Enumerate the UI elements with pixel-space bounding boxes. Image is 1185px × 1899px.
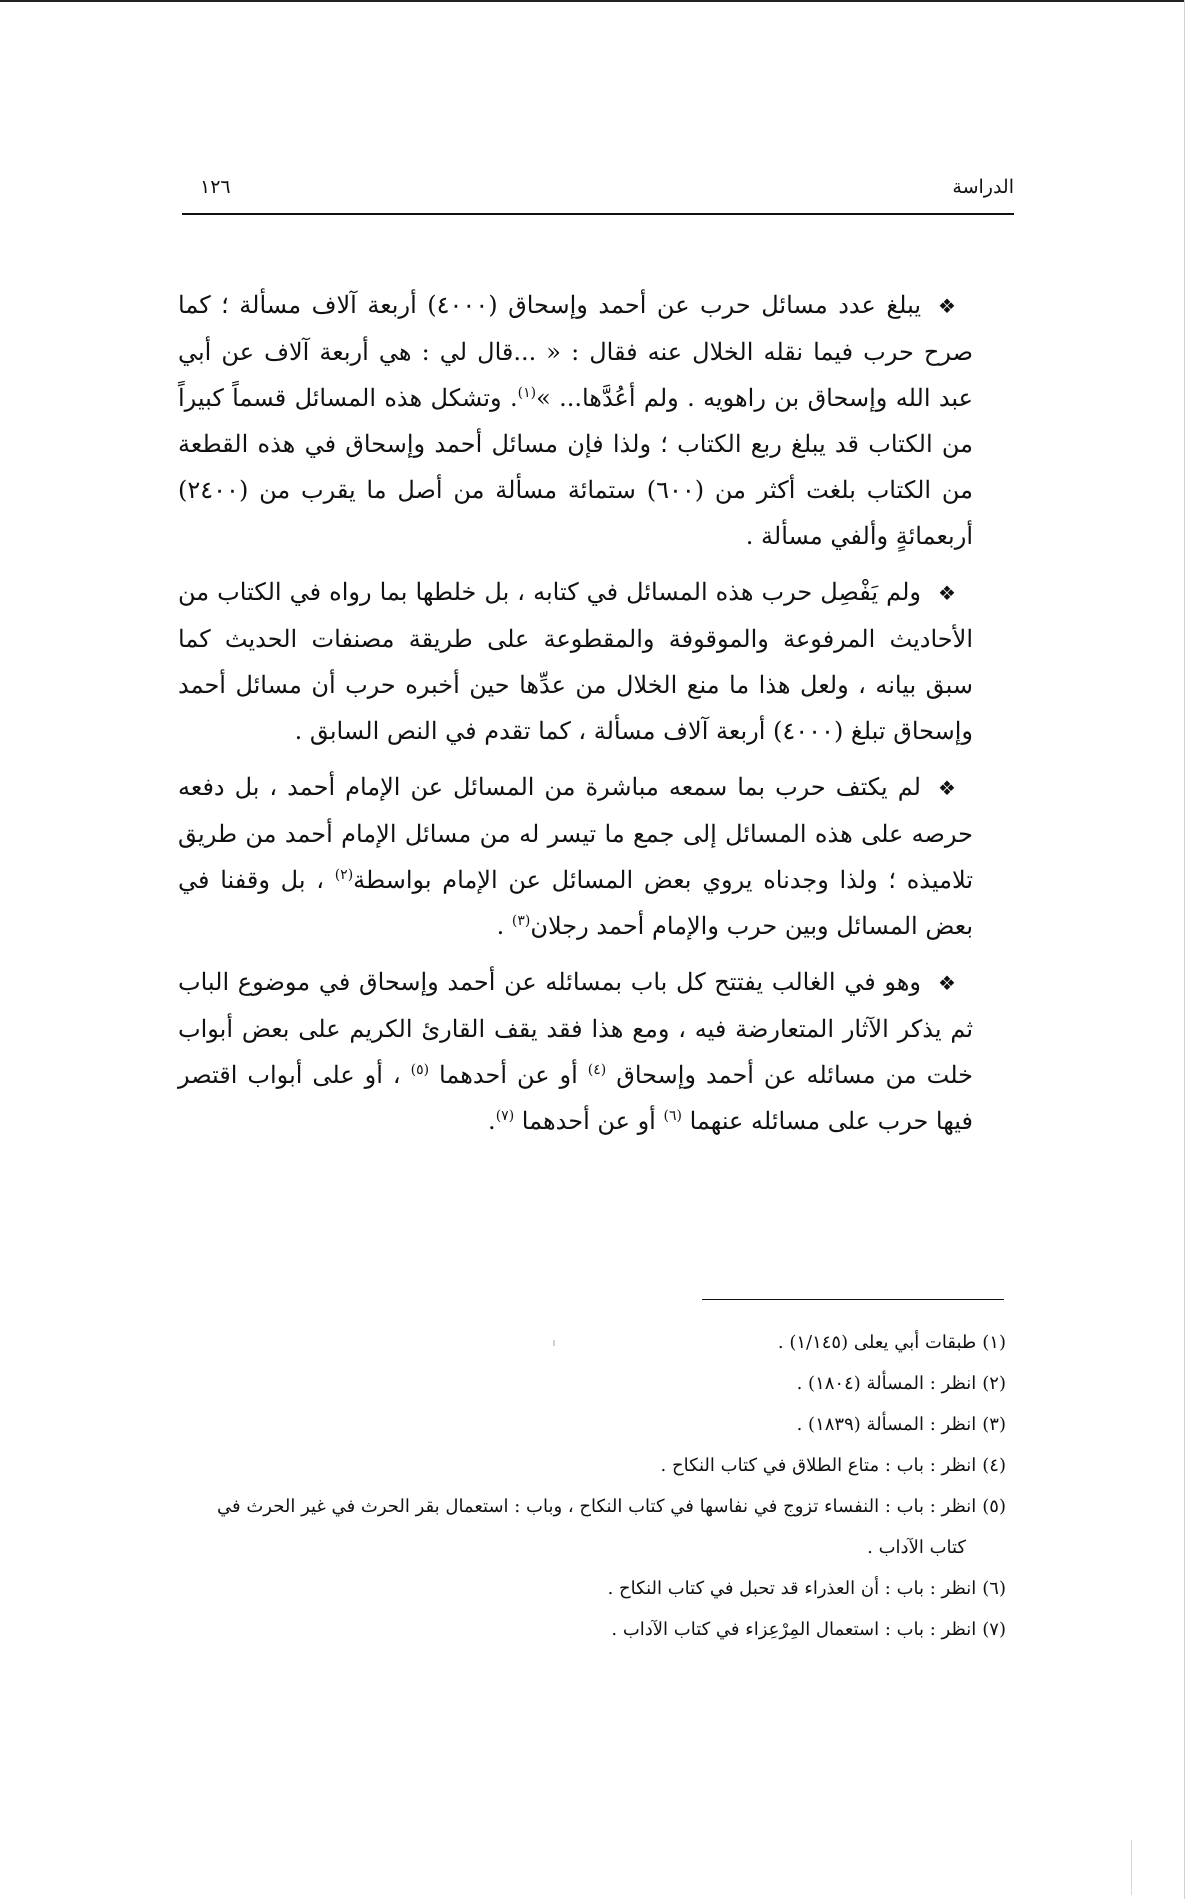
- footnote-4: [168, 1445, 1006, 1486]
- footnote-text: انظر : باب : النفساء تزوج في نفاسها في كتاب النكاح ، وباب : استعمال بقر الحرث في غير الحرث في: [217, 1496, 977, 1517]
- footnote-6: [168, 1568, 1006, 1609]
- footnote-text: طبقات أبي يعلى (١/١٤٥) .: [777, 1332, 977, 1353]
- paragraph-text: أو عن أحدهما: [429, 1061, 588, 1089]
- paragraph-text: ، بل وقفنا في بعض المسائل وبين حرب والإمام أحمد رجلان: [178, 866, 973, 940]
- footnote-text: انظر : باب : استعمال المِرْعِزاء في كتاب الآداب .: [611, 1619, 977, 1640]
- footnotes: [168, 1322, 1006, 1650]
- paragraph-2: [178, 569, 973, 754]
- footnote-text: انظر : المسألة (١٨٠٤) .: [796, 1373, 977, 1394]
- paragraph-text: .: [488, 1107, 496, 1135]
- scan-artifact: [1131, 1840, 1132, 1895]
- footnote-ref: (١): [517, 385, 537, 401]
- footnote-7: [168, 1609, 1006, 1650]
- footnote-ref: (٥): [410, 1062, 430, 1078]
- footnote-ref: (٤): [587, 1062, 607, 1078]
- paragraph-text: . وتشكل هذه المسائل قسماً كبيراً من الكتاب قد يبلغ ربع الكتاب ؛ ولذا فإن مسائل أحمد وإسحاق في هذه القطعة من الكتاب بلغت أكثر من (٦٠٠) ستمائة مسألة من أصل ما يقرب من (٢٤٠٠) أربعمائةٍ وألفي مسألة .: [178, 384, 973, 550]
- paragraph-text: ولم يَفْصِل حرب هذه المسائل في كتابه ، بل خلطها بما رواه في الكتاب من الأحاديث المرفوعة والموقوفة والمقطوعة على طريقة مصنفات الحديث كما سبق بيانه ، ولعل هذا ما منع الخلال من عدِّها حين أخبره حرب أن مسائل أحمد وإسحاق تبلغ (٤٠٠٠) أربعة آلاف مسألة ، كما تقدم في النص السابق .: [178, 578, 973, 745]
- footnote-ref: (٦): [663, 1108, 682, 1124]
- footnote-3: [168, 1404, 1006, 1445]
- footnote-1: [168, 1322, 1006, 1363]
- footnote-ref: (٧): [495, 1108, 515, 1124]
- footnote-number: (٧): [982, 1619, 1006, 1640]
- page-number: ١٢٦: [200, 176, 231, 198]
- paragraph-text: .: [496, 912, 512, 940]
- paragraph-text: وهو في الغالب يفتتح كل باب بمسائله عن أحمد وإسحاق في موضوع الباب ثم يذكر الآثار المتعارضة فيه ، ومع هذا فقد يقف القارئ الكريم على بعض أبواب خلت من مسائله عن أحمد وإسحاق: [178, 968, 973, 1089]
- diamond-bullet-icon: ❖: [938, 581, 956, 605]
- paragraph-3: [178, 764, 973, 949]
- main-text: [178, 282, 973, 1154]
- footnote-ref: (٣): [511, 913, 531, 929]
- paragraph-text: أو عن أحدهما: [514, 1107, 664, 1135]
- page-top-edge: [0, 0, 1185, 2]
- diamond-bullet-icon: ❖: [938, 776, 956, 800]
- diamond-bullet-icon: ❖: [938, 294, 956, 318]
- paragraph-text: يبلغ عدد مسائل حرب عن أحمد وإسحاق (٤٠٠٠) أربعة آلاف مسألة ؛ كما صرح حرب فيما نقله الخلال عنه فقال : « ...قال لي : هي أربعة آلاف عن أبي عبد الله وإسحاق بن راهويه . ولم أعُدَّها... »: [178, 291, 973, 412]
- footnote-text: انظر : المسألة (١٨٣٩) .: [796, 1414, 977, 1435]
- running-title: الدراسة: [952, 176, 1014, 198]
- footnote-continuation: كتاب الآداب .: [867, 1537, 966, 1558]
- paragraph-text: لم يكتف حرب بما سمعه مباشرة من المسائل عن الإمام أحمد ، بل دفعه حرصه على هذه المسائل إلى جمع ما تيسر له من مسائل الإمام أحمد من طريق تلاميذه ؛ ولذا وجدناه يروي بعض المسائل عن الإمام بواسطة: [178, 773, 973, 894]
- footnote-5: [168, 1486, 1006, 1568]
- footnote-number: (١): [982, 1332, 1006, 1353]
- footnote-number: (٣): [982, 1414, 1006, 1435]
- paragraph-1: [178, 282, 973, 559]
- paragraph-text: ، أو على أبواب اقتصر فيها حرب على مسائله عنهما: [178, 1061, 973, 1135]
- footnote-number: (٥): [982, 1496, 1006, 1517]
- footnote-ref: (٢): [334, 867, 354, 883]
- header-rule: [182, 213, 1014, 215]
- footnote-text: انظر : باب : أن العذراء قد تحبل في كتاب النكاح .: [607, 1578, 977, 1599]
- footnote-number: (٤): [982, 1455, 1006, 1476]
- page-header: [182, 176, 1014, 214]
- footnote-number: (٦): [982, 1578, 1006, 1599]
- paragraph-4: [178, 959, 973, 1144]
- diamond-bullet-icon: ❖: [938, 971, 956, 995]
- footnote-separator: [702, 1299, 1004, 1300]
- footnote-text: انظر : باب : متاع الطلاق في كتاب النكاح .: [660, 1455, 977, 1476]
- footnote-2: [168, 1363, 1006, 1404]
- footnote-number: (٢): [982, 1373, 1006, 1394]
